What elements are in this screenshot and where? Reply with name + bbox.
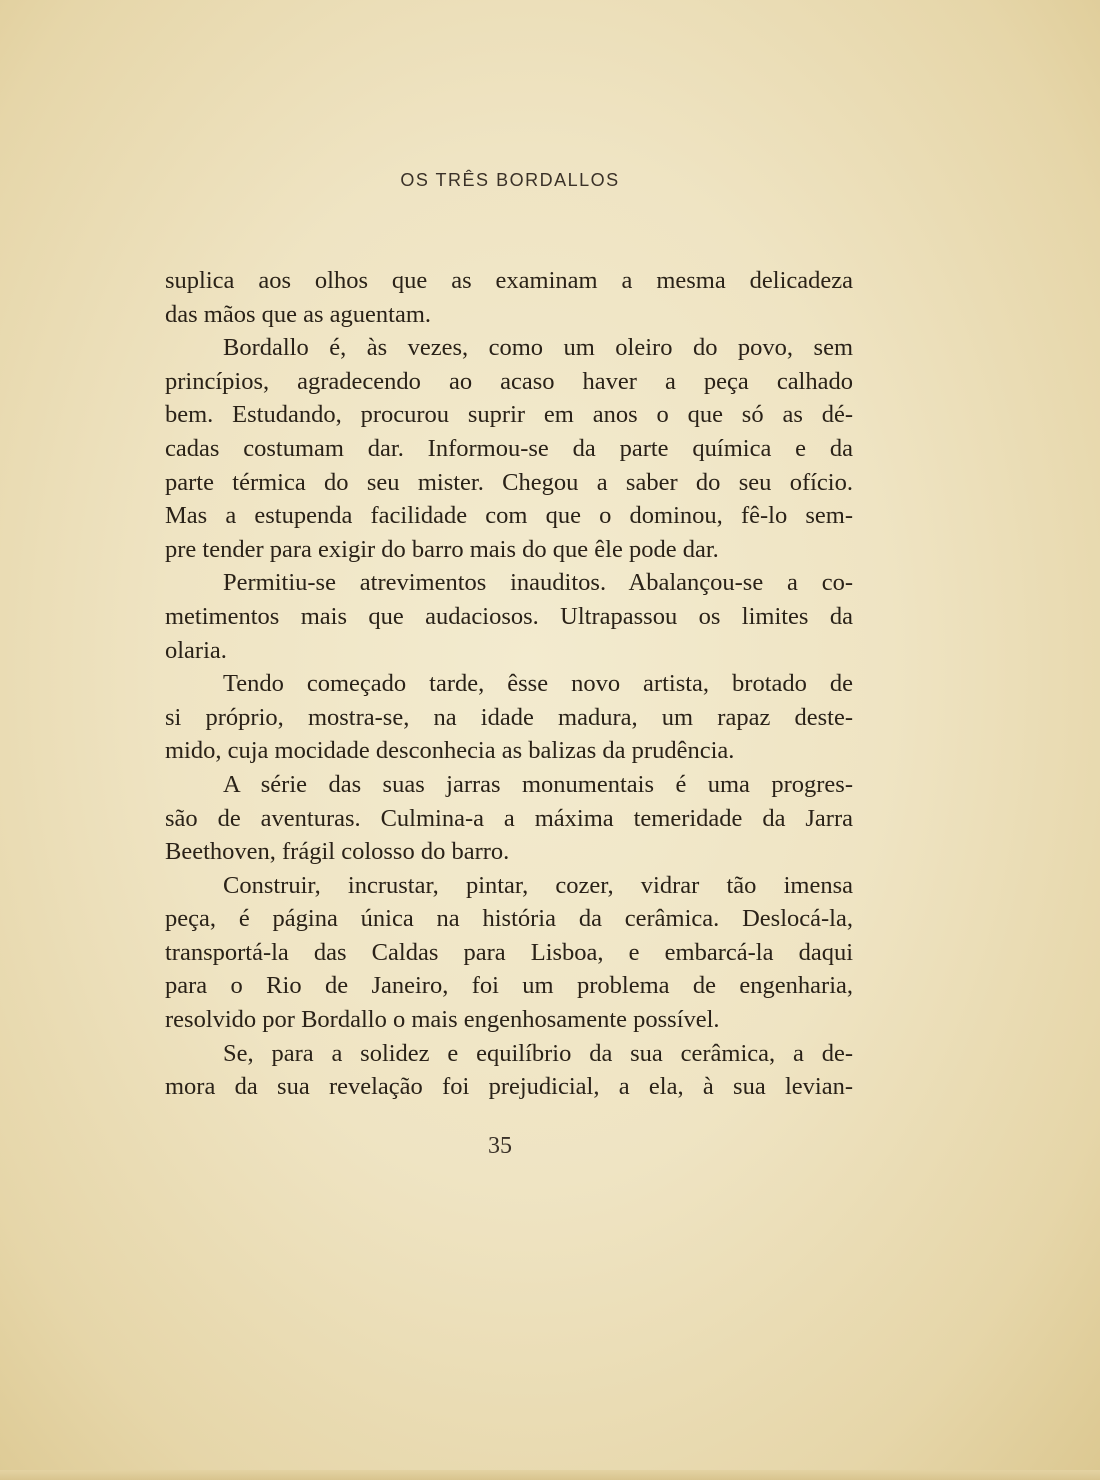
text-line: transportá-la das Caldas para Lisboa, e embarcá-la daqui: [165, 938, 853, 966]
paragraph: [165, 768, 853, 869]
paragraph: [165, 264, 853, 331]
paragraph: [165, 869, 853, 1037]
text-line: mido, cuja mocidade desconhecia as balizas da prudência.: [165, 737, 735, 765]
paragraph: [165, 667, 853, 768]
text-line: bem. Estudando, procurou suprir em anos o que só as dé-: [165, 401, 853, 429]
text-line: A série das suas jarras monumentais é uma progres-: [223, 770, 853, 798]
text-line: peça, é página única na história da cerâmica. Deslocá-la,: [165, 905, 853, 933]
page-number: 35: [488, 1133, 512, 1159]
text-line: olaria.: [165, 636, 227, 664]
page-edge: [0, 1470, 1100, 1480]
text-line: resolvido por Bordallo o mais engenhosamente possível.: [165, 1006, 720, 1034]
text-line: das mãos que as aguentam.: [165, 300, 432, 328]
text-line: Construir, incrustar, pintar, cozer, vidrar tão imensa: [223, 871, 853, 899]
paragraph: [165, 566, 853, 667]
text-line: suplica aos olhos que as examinam a mesma delicadeza: [165, 267, 853, 294]
body-text: [165, 264, 853, 1104]
text-line: princípios, agradecendo ao acaso haver a peça calhado: [165, 367, 853, 395]
text-line: Mas a estupenda facilidade com que o dominou, fê-lo sem-: [165, 502, 853, 530]
text-line: pre tender para exigir do barro mais do que êle pode dar.: [165, 535, 719, 563]
running-header: OS TRÊS BORDALLOS: [400, 170, 620, 190]
text-line: são de aventuras. Culmina-a a máxima temeridade da Jarra: [165, 804, 853, 832]
text-line: mora da sua revelação foi prejudicial, a ela, à sua levian-: [165, 1073, 853, 1101]
text-line: si próprio, mostra-se, na idade madura, um rapaz deste-: [165, 703, 853, 731]
paragraph: [165, 1037, 853, 1104]
paragraph: [165, 331, 853, 566]
text-line: Permitiu-se atrevimentos inauditos. Abalançou-se a co-: [223, 569, 853, 597]
text-line: metimentos mais que audaciosos. Ultrapassou os limites da: [165, 602, 853, 630]
text-line: para o Rio de Janeiro, foi um problema de engenharia,: [165, 972, 853, 1000]
text-line: Bordallo é, às vezes, como um oleiro do povo, sem: [223, 334, 853, 362]
text-line: Se, para a solidez e equilíbrio da sua cerâmica, a de-: [223, 1039, 853, 1067]
text-line: parte térmica do seu mister. Chegou a saber do seu ofício.: [165, 468, 853, 496]
text-line: Beethoven, frágil colosso do barro.: [165, 838, 510, 866]
text-line: cadas costumam dar. Informou-se da parte química e da: [165, 434, 853, 462]
text-line: Tendo começado tarde, êsse novo artista, brotado de: [223, 670, 853, 698]
